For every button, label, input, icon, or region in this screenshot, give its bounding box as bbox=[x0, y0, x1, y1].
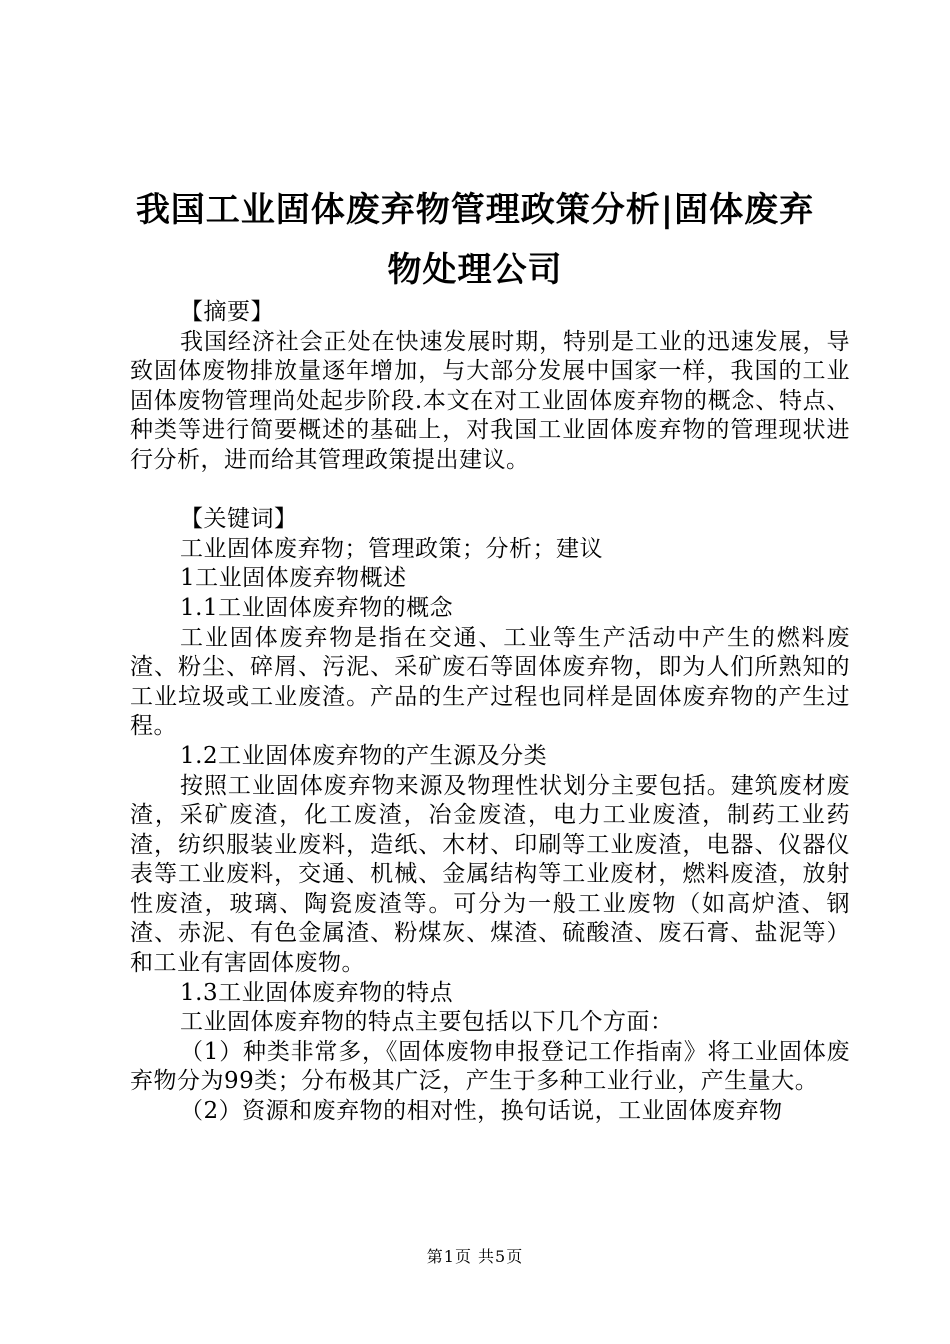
document-title: 我国工业固体废弃物管理政策分析|固体废弃物处理公司 bbox=[135, 190, 815, 290]
section-1-heading: 1工业固体废弃物概述 bbox=[180, 565, 407, 592]
section-1-1-paragraph: 工业固体废弃物是指在交通、工业等生产活动中产生的燃料废渣、粉尘、碎屑、污泥、采矿废石等固体废弃物，即为人们所熟知的工业垃圾或工业废渣。产品的生产过程也同样是固体废弃物的产生过程。 bbox=[130, 624, 850, 740]
page-footer: 第1页 共5页 bbox=[426, 1247, 524, 1266]
section-1-2-heading: 1.2工业固体废弃物的产生源及分类 bbox=[180, 742, 548, 769]
keywords-paragraph: 工业固体废弃物；管理政策；分析；建议 bbox=[180, 535, 603, 562]
keywords-heading: 【关键词】 bbox=[180, 506, 298, 533]
point-1-paragraph: （1）种类非常多，《固体废物申报登记工作指南》将工业固体废弃物分为99类；分布极其广泛，产生于多种工业行业，产生量大。 bbox=[130, 1038, 850, 1095]
section-1-1-heading: 1.1工业固体废弃物的概念 bbox=[180, 594, 454, 621]
abstract-heading: 【摘要】 bbox=[180, 299, 274, 325]
document-body bbox=[130, 298, 850, 1127]
paragraph-spacer bbox=[130, 476, 850, 506]
point-2-paragraph: （2）资源和废弃物的相对性，换句话说，工业固体废弃物 bbox=[180, 1098, 783, 1125]
section-1-3-intro: 工业固体废弃物的特点主要包括以下几个方面： bbox=[180, 1009, 674, 1036]
section-1-2-paragraph: 按照工业固体废弃物来源及物理性状划分主要包括。建筑废材废渣，采矿废渣，化工废渣，冶金废渣，电力工业废渣，制药工业药渣，纺织服装业废料，造纸、木材、印刷等工业废渣，电器、仪器仪表等工业废料，交通、机械、金属结构等工业废材，燃料废渣，放射性废渣，玻璃、陶瓷废渣等。可分为一般工业废物（如高炉渣、钢渣、赤泥、有色金属渣、粉煤灰、煤渣、硫酸渣、废石膏、盐泥等）和工业有害固体废物。 bbox=[130, 772, 850, 977]
section-1-3-heading: 1.3工业固体废弃物的特点 bbox=[180, 979, 454, 1006]
abstract-paragraph: 我国经济社会正处在快速发展时期，特别是工业的迅速发展，导致固体废物排放量逐年增加，与大部分发展中国家一样，我国的工业固体废物管理尚处起步阶段.本文在对工业固体废弃物的概念、特点、种类等进行简要概述的基础上，对我国工业固体废弃物的管理现状进行分析，进而给其管理政策提出建议。 bbox=[130, 328, 850, 473]
